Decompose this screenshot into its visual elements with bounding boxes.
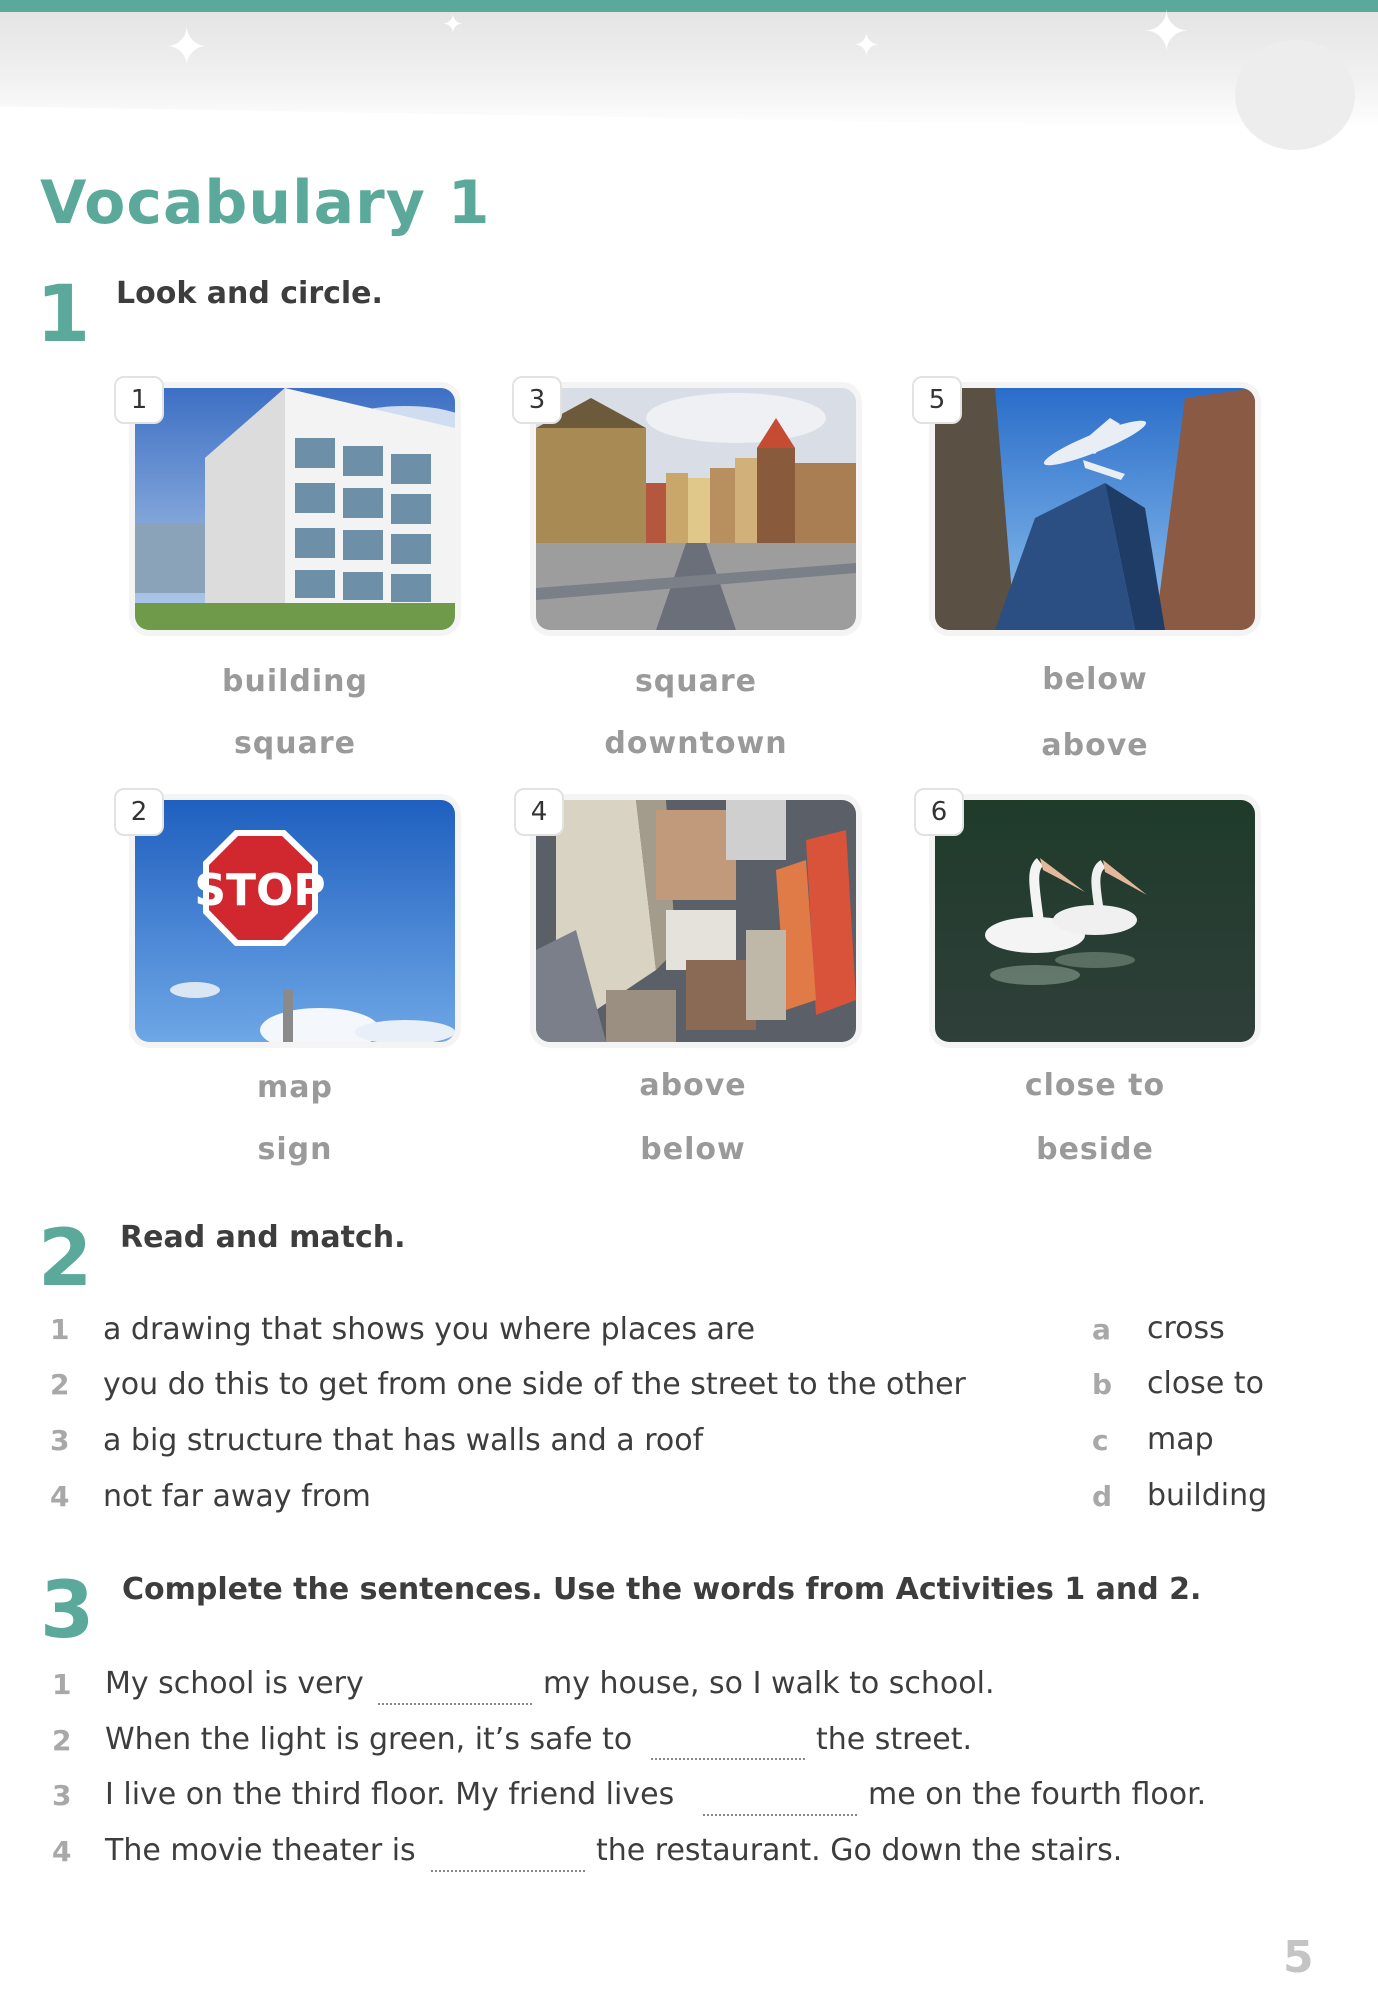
activity-2-number: 2 [38,1214,93,1304]
match-answer-word[interactable]: map [1147,1422,1214,1457]
answer-blank[interactable] [703,1814,857,1816]
sentence-end: the restaurant. Go down the stairs. [596,1833,1123,1868]
stop-sign-photo [135,800,455,1042]
sparkle-icon: ✦ [1143,0,1190,65]
match-answer-word[interactable]: close to [1147,1366,1264,1401]
sentence-end: me on the fourth floor. [868,1777,1207,1812]
image-number-badge: 1 [114,376,164,424]
match-answer-letter: a [1092,1313,1111,1346]
answer-blank[interactable] [431,1870,585,1872]
match-item-number: 2 [50,1368,70,1401]
sentence-start: My school is very [105,1666,364,1701]
image-number-badge: 2 [114,788,164,836]
page-number: 5 [1283,1932,1314,1983]
activity-1-instruction: Look and circle. [116,276,383,311]
match-item-number: 3 [50,1424,70,1457]
option-word[interactable]: below [1042,662,1148,697]
town-square-photo [536,388,856,630]
image-card-stop-sign [135,800,455,1042]
match-item-number: 4 [50,1480,70,1513]
banner-circle-decoration [1235,40,1355,150]
stop-sign-text: STOP [194,865,326,916]
activity-3-instruction: Complete the sentences. Use the words from Activities 1 and 2. [122,1572,1202,1607]
sentence-number: 2 [52,1724,72,1757]
option-word[interactable]: square [233,726,357,761]
activity-3-number: 3 [40,1566,95,1656]
match-answer-word[interactable]: building [1147,1478,1268,1513]
image-card-pelicans [935,800,1255,1042]
sentence-end: the street. [816,1722,973,1757]
sparkle-icon: ✦ [165,18,209,78]
building-photo [135,388,455,630]
sentence-number: 4 [52,1835,72,1868]
match-item-text: not far away from [103,1479,371,1514]
match-item-number: 1 [50,1313,70,1346]
option-word[interactable]: downtown [604,726,788,761]
option-word[interactable]: below [640,1132,746,1167]
option-word[interactable]: above [639,1068,747,1103]
match-item-text: you do this to get from one side of the street to the other [103,1367,966,1402]
image-card-building [135,388,455,630]
option-word[interactable]: square [634,664,758,699]
option-word[interactable]: close to [1024,1068,1166,1103]
aerial-city-photo [536,800,856,1042]
match-answer-letter: b [1092,1368,1113,1401]
activity-2-instruction: Read and match. [120,1220,406,1255]
sentence-number: 1 [52,1668,72,1701]
match-item-text: a big structure that has walls and a roof [103,1423,704,1458]
sentence-start: When the light is green, it’s safe to [105,1722,633,1757]
match-answer-letter: c [1092,1424,1109,1457]
pelicans-photo [935,800,1255,1042]
page-title: Vocabulary 1 [40,168,491,238]
answer-blank[interactable] [378,1703,532,1705]
match-answer-word[interactable]: cross [1147,1311,1225,1346]
image-card-airplane-buildings [935,388,1255,630]
match-answer-letter: d [1092,1480,1113,1513]
image-number-badge: 6 [914,788,964,836]
image-card-town-square [536,388,856,630]
option-word[interactable]: beside [1036,1132,1154,1167]
image-card-aerial-city [536,800,856,1042]
sentence-end: my house, so I walk to school. [543,1666,995,1701]
sentence-start: The movie theater is [105,1833,416,1868]
image-number-badge: 4 [514,788,564,836]
sparkle-icon: ✦ [442,10,464,40]
sparkle-icon: ✦ [853,26,880,64]
option-word[interactable]: sign [257,1132,333,1167]
sentence-start: I live on the third floor. My friend lives [105,1777,675,1812]
option-word[interactable]: map [257,1070,333,1105]
image-number-badge: 3 [512,376,562,424]
activity-1-number: 1 [36,270,91,360]
answer-blank[interactable] [651,1758,805,1760]
airplane-buildings-photo [935,388,1255,630]
option-word[interactable]: above [1041,728,1149,763]
sentence-number: 3 [52,1779,72,1812]
option-word[interactable]: building [222,664,368,699]
image-number-badge: 5 [912,376,962,424]
match-item-text: a drawing that shows you where places are [103,1312,756,1347]
